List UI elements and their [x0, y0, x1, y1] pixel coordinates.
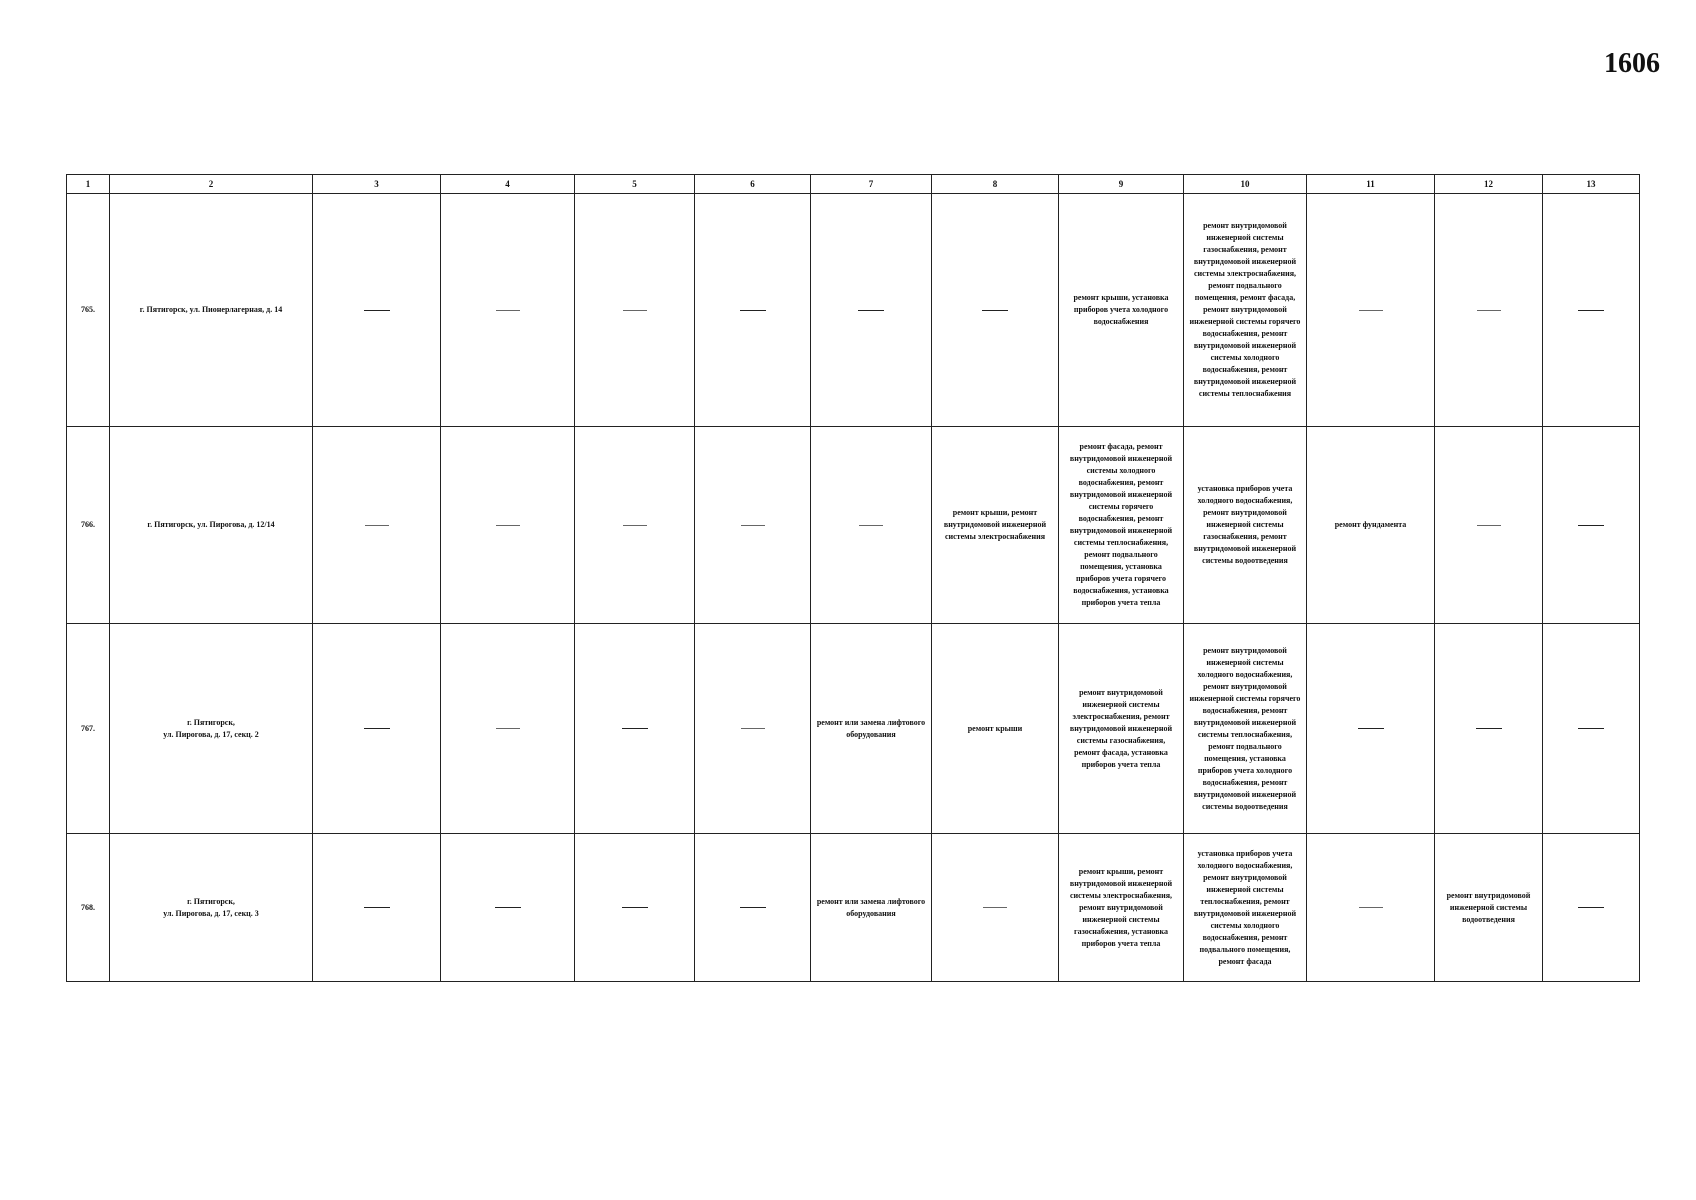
work-cell — [1059, 834, 1184, 982]
empty-cell — [695, 194, 811, 427]
empty-cell — [441, 624, 575, 834]
empty-cell — [1307, 624, 1435, 834]
dash-mark — [365, 525, 389, 526]
dash-mark — [741, 728, 765, 729]
empty-cell — [695, 427, 811, 624]
work-cell — [1184, 624, 1307, 834]
row-number: 765. — [67, 194, 110, 427]
work-cell — [932, 427, 1059, 624]
address-line: ул. Пирогова, д. 17, секц. 3 — [163, 908, 259, 918]
dash-mark — [983, 907, 1007, 908]
dash-mark — [364, 310, 390, 311]
table-row — [67, 194, 1640, 427]
work-text: ремонт крыши, установка приборов учета холодного водоснабжения — [1073, 293, 1169, 326]
work-cell — [1059, 194, 1184, 427]
row-number: 768. — [67, 834, 110, 982]
dash-mark — [622, 728, 648, 729]
work-text: ремонт крыши, ремонт внутридомовой инженерной системы электроснабжения, ремонт внутридомовой инженерной системы газоснабжения, установка приборов учета тепла — [1069, 866, 1173, 948]
dash-mark — [1578, 728, 1604, 729]
work-text: ремонт внутридомовой инженерной системы электроснабжения, ремонт внутридомовой инженерной системы газоснабжения, ремонт фасада, установка приборов учета тепла — [1069, 687, 1173, 769]
work-cell — [1059, 624, 1184, 834]
empty-cell — [575, 624, 695, 834]
dash-mark — [364, 907, 390, 908]
work-cell — [1435, 834, 1543, 982]
column-number-row — [67, 175, 1640, 194]
work-text: ремонт внутридомовой инженерной системы газоснабжения, ремонт внутридомовой инженерной системы электроснабжения, ремонт подвального помещения, ремонт фасада, ремонт внутридомовой инженерной системы горячего водоснабжения, ремонт внутридомовой инженерной системы холодного водоснабжения, ремонт внутридомовой инженерной системы теплоснабжения — [1189, 221, 1301, 398]
empty-cell — [932, 194, 1059, 427]
empty-cell — [811, 194, 932, 427]
work-text: ремонт крыши, ремонт внутридомовой инженерной системы электроснабжения — [943, 508, 1047, 541]
address-line: г. Пятигорск, ул. Пионерлагерная, д. 14 — [139, 305, 283, 314]
work-text: ремонт крыши — [967, 723, 1023, 733]
work-text: ремонт или замена лифтового оборудования — [816, 717, 926, 739]
table-row — [67, 624, 1640, 834]
dash-mark — [623, 525, 647, 526]
dash-mark — [741, 525, 765, 526]
table-row — [67, 834, 1640, 982]
address-cell — [110, 427, 313, 624]
dash-mark — [622, 907, 648, 908]
column-header: 3 — [313, 175, 441, 194]
work-cell — [1059, 427, 1184, 624]
column-header: 1 — [67, 175, 110, 194]
work-cell — [1307, 427, 1435, 624]
empty-cell — [575, 427, 695, 624]
empty-cell — [695, 834, 811, 982]
work-text: ремонт или замена лифтового оборудования — [816, 896, 926, 918]
empty-cell — [1435, 427, 1543, 624]
empty-cell — [313, 427, 441, 624]
column-header: 11 — [1307, 175, 1435, 194]
table-row — [67, 427, 1640, 624]
empty-cell — [313, 624, 441, 834]
address-cell — [110, 194, 313, 427]
page-number: 1606 — [1604, 48, 1660, 79]
dash-mark — [496, 525, 520, 526]
column-header: 13 — [1543, 175, 1640, 194]
work-text: ремонт фундамента — [1334, 520, 1407, 529]
repair-schedule-table — [66, 174, 1640, 982]
empty-cell — [1543, 834, 1640, 982]
empty-cell — [1543, 624, 1640, 834]
dash-mark — [495, 907, 521, 908]
empty-cell — [441, 194, 575, 427]
work-text: ремонт внутридомовой инженерной системы холодного водоснабжения, ремонт внутридомовой инженерной системы горячего водоснабжения, ремонт внутридомовой инженерной системы теплоснабжения, ремонт подвального помещения, установка приборов учета холодного водоснабжения, ремонт внутридомовой инженерной системы водоотведения — [1189, 645, 1301, 811]
empty-cell — [441, 834, 575, 982]
dash-mark — [496, 728, 520, 729]
row-number: 767. — [67, 624, 110, 834]
empty-cell — [932, 834, 1059, 982]
dash-mark — [1477, 310, 1501, 311]
dash-mark — [496, 310, 520, 311]
dash-mark — [858, 310, 884, 311]
empty-cell — [441, 427, 575, 624]
dash-mark — [1578, 310, 1604, 311]
column-header: 5 — [575, 175, 695, 194]
dash-mark — [982, 310, 1008, 311]
dash-mark — [740, 310, 766, 311]
address-line: г. Пятигорск, — [187, 896, 235, 906]
empty-cell — [575, 194, 695, 427]
work-cell — [1184, 427, 1307, 624]
empty-cell — [575, 834, 695, 982]
address-line: г. Пятигорск, — [187, 717, 235, 727]
address-cell — [110, 834, 313, 982]
address-line: г. Пятигорск, ул. Пирогова, д. 12/14 — [147, 520, 275, 529]
work-cell — [1184, 834, 1307, 982]
dash-mark — [1578, 525, 1604, 526]
dash-mark — [623, 310, 647, 311]
work-text: ремонт внутридомовой инженерной системы водоотведения — [1446, 890, 1531, 924]
column-header: 2 — [110, 175, 313, 194]
work-cell — [811, 834, 932, 982]
row-number: 766. — [67, 427, 110, 624]
empty-cell — [1543, 194, 1640, 427]
column-header: 4 — [441, 175, 575, 194]
empty-cell — [811, 427, 932, 624]
dash-mark — [1359, 310, 1383, 311]
column-header: 12 — [1435, 175, 1543, 194]
column-header: 7 — [811, 175, 932, 194]
empty-cell — [1307, 194, 1435, 427]
empty-cell — [313, 194, 441, 427]
dash-mark — [859, 525, 883, 526]
work-text: ремонт фасада, ремонт внутридомовой инженерной системы холодного водоснабжения, ремонт внутридомовой инженерной системы горячего водоснабжения, ремонт внутридомовой инженерной системы теплоснабжения, ремонт подвального помещения, установка приборов учета горячего водоснабжения, установка приборов учета тепла — [1069, 442, 1173, 607]
empty-cell — [695, 624, 811, 834]
column-header: 8 — [932, 175, 1059, 194]
dash-mark — [1476, 728, 1502, 729]
empty-cell — [1543, 427, 1640, 624]
work-cell — [932, 624, 1059, 834]
dash-mark — [1358, 728, 1384, 729]
dash-mark — [364, 728, 390, 729]
empty-cell — [1435, 194, 1543, 427]
dash-mark — [1578, 907, 1604, 908]
address-cell — [110, 624, 313, 834]
work-text: установка приборов учета холодного водоснабжения, ремонт внутридомовой инженерной системы газоснабжения, ремонт внутридомовой инженерной системы водоотведения — [1193, 484, 1297, 565]
address-line: ул. Пирогова, д. 17, секц. 2 — [163, 729, 259, 739]
column-header: 10 — [1184, 175, 1307, 194]
column-header: 6 — [695, 175, 811, 194]
work-text: установка приборов учета холодного водоснабжения, ремонт внутридомовой инженерной системы теплоснабжения, ремонт внутридомовой инженерной системы холодного водоснабжения, ремонт подвального помещения, ремонт фасада — [1193, 848, 1297, 966]
work-cell — [811, 624, 932, 834]
dash-mark — [1359, 907, 1383, 908]
empty-cell — [1307, 834, 1435, 982]
column-header: 9 — [1059, 175, 1184, 194]
work-cell — [1184, 194, 1307, 427]
dash-mark — [1477, 525, 1501, 526]
empty-cell — [1435, 624, 1543, 834]
dash-mark — [740, 907, 766, 908]
empty-cell — [313, 834, 441, 982]
